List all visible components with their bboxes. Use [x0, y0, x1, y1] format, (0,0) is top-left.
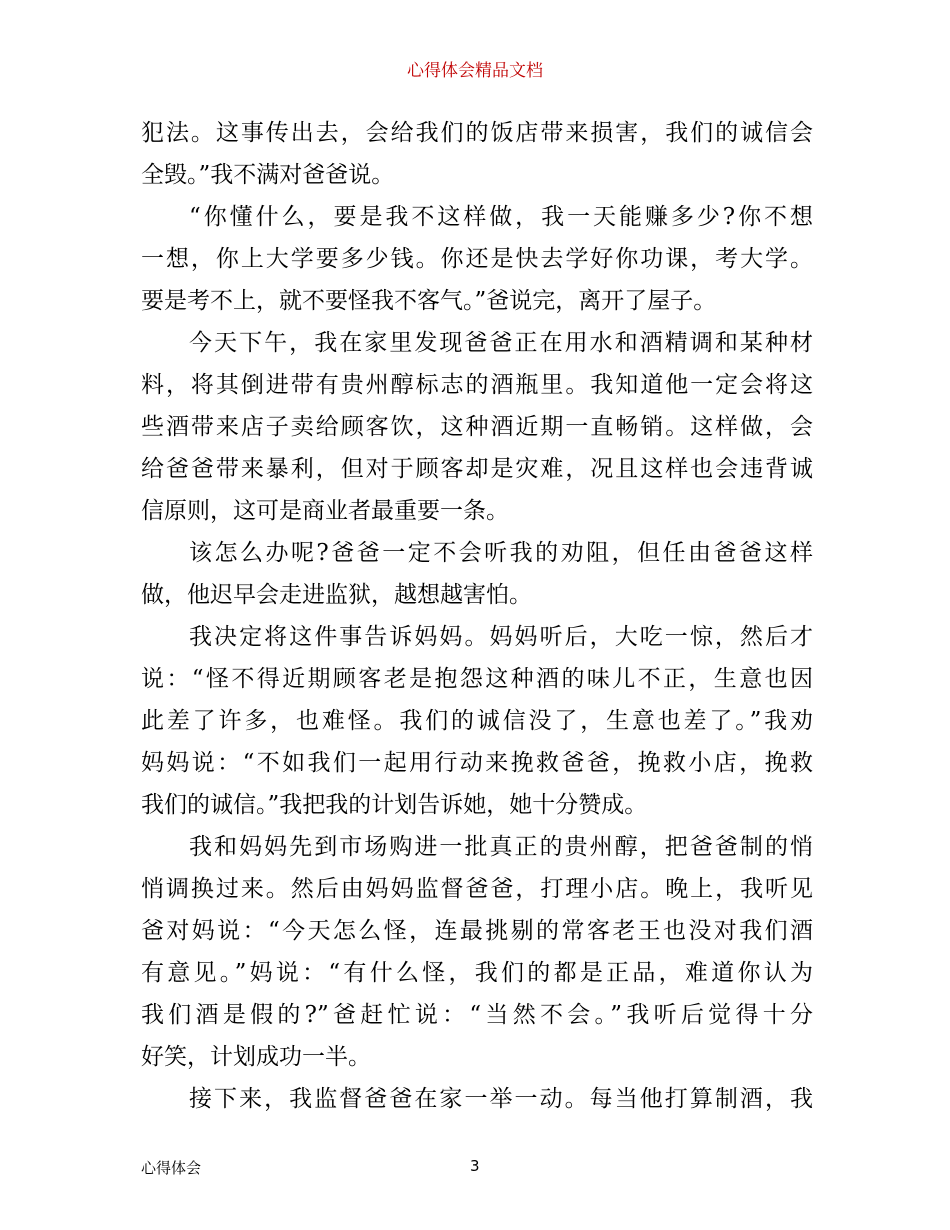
text-line: 悄调换过来。然后由妈妈监督爸爸，打理小店。晚上，我听见: [141, 876, 813, 902]
text-line: 该怎么办呢?爸爸一定不会听我的劝阻，但任由爸爸这样: [189, 540, 813, 566]
text-line: 接下来，我监督爸爸在家一举一动。每当他打算制酒，我: [189, 1086, 813, 1112]
text-line: 信原则，这可是商业者最重要一条。: [141, 498, 509, 524]
text-line: 说：“怪不得近期顾客老是抱怨这种酒的味儿不正，生意也因: [141, 666, 813, 692]
footer-label: 心得体会: [141, 1159, 202, 1177]
text-line: 有意见。”妈说：“有什么怪，我们的都是正品，难道你认为: [141, 960, 813, 986]
text-line: 今天下午，我在家里发现爸爸正在用水和酒精调和某种材: [189, 330, 813, 356]
document-body: [141, 112, 813, 1120]
paragraph: [141, 1078, 813, 1120]
text-line: 给爸爸带来暴利，但对于顾客却是灾难，况且这样也会违背诚: [141, 456, 813, 482]
paragraph: [141, 322, 813, 532]
paragraph: [141, 532, 813, 616]
paragraph: [141, 616, 813, 826]
paragraph: [141, 196, 813, 322]
text-line: 料，将其倒进带有贵州醇标志的酒瓶里。我知道他一定会将这: [141, 372, 813, 398]
text-line: 犯法。这事传出去，会给我们的饭店带来损害，我们的诚信会: [141, 120, 813, 146]
text-line: 些酒带来店子卖给顾客饮，这种酒近期一直畅销。这样做，会: [141, 414, 813, 440]
paragraph: [141, 112, 813, 196]
text-line: 妈妈说：“不如我们一起用行动来挽救爸爸，挽救小店，挽救: [141, 750, 813, 776]
page-number: 3: [470, 1157, 480, 1175]
text-line: 此差了许多，也难怪。我们的诚信没了，生意也差了。”我劝: [141, 708, 813, 734]
text-line: 要是考不上，就不要怪我不客气。”爸说完，离开了屋子。: [141, 288, 717, 314]
text-line: 好笑，计划成功一半。: [141, 1044, 371, 1070]
paragraph: [141, 826, 813, 1078]
text-line: 全毁。”我不满对爸爸说。: [141, 162, 395, 188]
page-header-title: 心得体会精品文档: [407, 61, 543, 81]
text-line: “你懂什么，要是我不这样做，我一天能赚多少?你不想: [189, 204, 813, 230]
text-line: 我们酒是假的?”爸赶忙说：“当然不会。”我听后觉得十分: [141, 1002, 813, 1028]
text-line: 爸对妈说：“今天怎么怪，连最挑剔的常客老王也没对我们酒: [141, 918, 813, 944]
text-line: 我和妈妈先到市场购进一批真正的贵州醇，把爸爸制的悄: [189, 834, 813, 860]
text-line: 我决定将这件事告诉妈妈。妈妈听后，大吃一惊，然后才: [189, 624, 813, 650]
text-line: 一想，你上大学要多少钱。你还是快去学好你功课，考大学。: [141, 246, 813, 272]
text-line: 我们的诚信。”我把我的计划告诉她，她十分赞成。: [141, 792, 648, 818]
text-line: 做，他迟早会走进监狱，越想越害怕。: [141, 582, 532, 608]
